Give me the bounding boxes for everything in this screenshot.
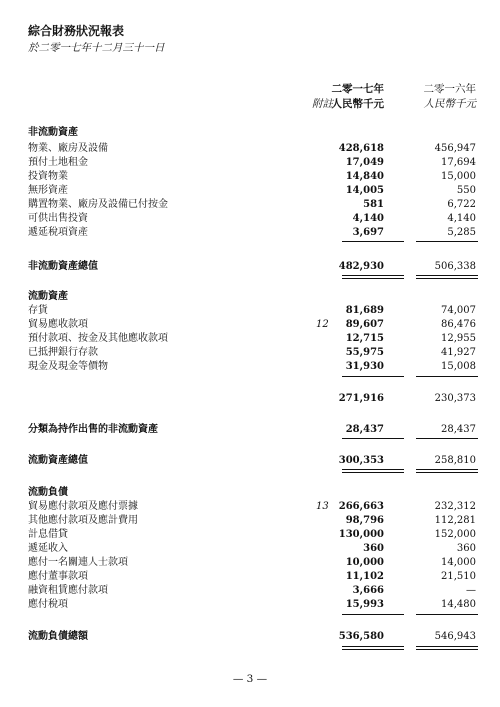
column-header-2016-unit: 人民幣千元 xyxy=(423,98,476,110)
subtotal-rule xyxy=(416,376,478,377)
column-header-2017-unit: 人民幣千元 xyxy=(331,98,384,110)
total-double-rule xyxy=(416,646,478,650)
subtotal-rule xyxy=(342,241,404,242)
section-heading: 流動資產 xyxy=(28,291,68,302)
row-label: 應付董事款項 xyxy=(28,571,88,582)
row-label: 貿易應收款項 xyxy=(28,319,88,330)
row-label: 非流動資產總值 xyxy=(28,261,98,272)
value-2017: 28,437 xyxy=(345,424,384,435)
total-double-rule xyxy=(416,469,478,473)
value-2016: 17,694 xyxy=(441,157,476,168)
value-2016: 6,722 xyxy=(447,199,476,210)
subtotal-rule xyxy=(342,376,404,377)
value-2017: 11,102 xyxy=(345,571,384,582)
value-2017: 536,580 xyxy=(338,631,384,642)
row-label: 應付一名關連人士款項 xyxy=(28,557,128,568)
value-2017: 428,618 xyxy=(338,143,384,154)
row-label: 物業、廠房及設備 xyxy=(28,143,108,154)
value-2017: 14,840 xyxy=(345,171,384,182)
value-2016: 546,943 xyxy=(434,631,476,642)
row-label: 無形資產 xyxy=(28,185,68,196)
row-label: 購置物業、廠房及設備已付按金 xyxy=(28,199,168,210)
subtotal-rule xyxy=(416,614,478,615)
total-double-rule xyxy=(342,646,404,650)
value-2016: 4,140 xyxy=(447,213,476,224)
value-2016: 28,437 xyxy=(441,424,476,435)
value-2016: 112,281 xyxy=(434,515,476,526)
value-2016: 5,285 xyxy=(447,227,476,238)
row-label: 分類為持作出售的非流動資產 xyxy=(28,424,158,435)
value-2017: 89,607 xyxy=(345,319,384,330)
total-double-rule xyxy=(342,275,404,279)
value-2016: 360 xyxy=(456,543,476,554)
row-label: 存貨 xyxy=(28,305,48,316)
subtotal-rule xyxy=(342,614,404,615)
value-2017: 3,697 xyxy=(352,227,384,238)
row-label: 現金及現金等價物 xyxy=(28,361,108,372)
subtotal-rule xyxy=(342,438,404,439)
subtotal-rule xyxy=(416,241,478,242)
value-2016: 15,000 xyxy=(441,171,476,182)
value-2016: 41,927 xyxy=(441,347,476,358)
value-2016: 456,947 xyxy=(434,143,476,154)
column-header-2017-year: 二零一七年 xyxy=(331,83,384,95)
value-2017: 300,353 xyxy=(338,455,384,466)
value-2017: 81,689 xyxy=(345,305,384,316)
value-2016: 550 xyxy=(456,185,476,196)
value-2016: 506,338 xyxy=(434,261,476,272)
value-2017: 17,049 xyxy=(345,157,384,168)
value-2017: 271,916 xyxy=(338,393,384,404)
value-2016: 74,007 xyxy=(441,305,476,316)
total-double-rule xyxy=(416,275,478,279)
page-number: — 3 — xyxy=(232,673,268,685)
subtitle: 於二零一七年十二月三十一日 xyxy=(28,42,165,54)
value-2016: 14,480 xyxy=(441,599,476,610)
row-label: 計息借貸 xyxy=(28,529,68,540)
row-label: 融資租賃應付款項 xyxy=(28,585,108,596)
row-label: 預付款項、按金及其他應收款項 xyxy=(28,333,168,344)
row-label: 應付稅項 xyxy=(28,599,68,610)
row-label: 投資物業 xyxy=(28,171,68,182)
value-2017: 10,000 xyxy=(345,557,384,568)
value-2017: 3,666 xyxy=(352,585,384,596)
value-2017: 15,993 xyxy=(345,599,384,610)
value-2016: 258,810 xyxy=(434,455,476,466)
value-2016: 86,476 xyxy=(441,319,476,330)
value-2017: 55,975 xyxy=(345,347,384,358)
column-header-note: 附註 xyxy=(312,98,333,110)
row-label: 流動資產總值 xyxy=(28,455,88,466)
value-2017: 14,005 xyxy=(345,185,384,196)
title: 綜合財務狀況報表 xyxy=(28,24,125,38)
value-2016: 14,000 xyxy=(441,557,476,568)
section-heading: 非流動資產 xyxy=(28,127,78,138)
value-2016: 12,955 xyxy=(441,333,476,344)
row-label: 其他應付款項及應計費用 xyxy=(28,515,138,526)
row-label: 遞延收入 xyxy=(28,543,68,554)
total-double-rule xyxy=(342,469,404,473)
column-header-2016-year: 二零一六年 xyxy=(423,83,476,95)
value-2017: 31,930 xyxy=(345,361,384,372)
value-2016: 230,373 xyxy=(434,393,476,404)
row-note: 13 xyxy=(316,501,329,512)
row-note: 12 xyxy=(316,319,329,330)
value-2016: 232,312 xyxy=(434,501,476,512)
value-2017: 266,663 xyxy=(338,501,384,512)
value-2017: 130,000 xyxy=(338,529,384,540)
subtotal-rule xyxy=(416,438,478,439)
value-2017: 482,930 xyxy=(338,261,384,272)
value-2017: 4,140 xyxy=(352,213,384,224)
value-2016: 21,510 xyxy=(441,571,476,582)
section-heading: 流動負債 xyxy=(28,487,68,498)
row-label: 流動負債總額 xyxy=(28,631,88,642)
value-2017: 360 xyxy=(363,543,384,554)
value-2017: 12,715 xyxy=(345,333,384,344)
row-label: 貿易應付款項及應付票據 xyxy=(28,501,138,512)
row-label: 預付土地租金 xyxy=(28,157,88,168)
value-2016: 15,008 xyxy=(441,361,476,372)
row-label: 可供出售投資 xyxy=(28,213,88,224)
value-2016: 152,000 xyxy=(434,529,476,540)
value-2016: — xyxy=(466,585,476,596)
row-label: 遞延稅項資產 xyxy=(28,227,88,238)
value-2017: 581 xyxy=(363,199,384,210)
row-label: 已抵押銀行存款 xyxy=(28,347,98,358)
value-2017: 98,796 xyxy=(345,515,384,526)
